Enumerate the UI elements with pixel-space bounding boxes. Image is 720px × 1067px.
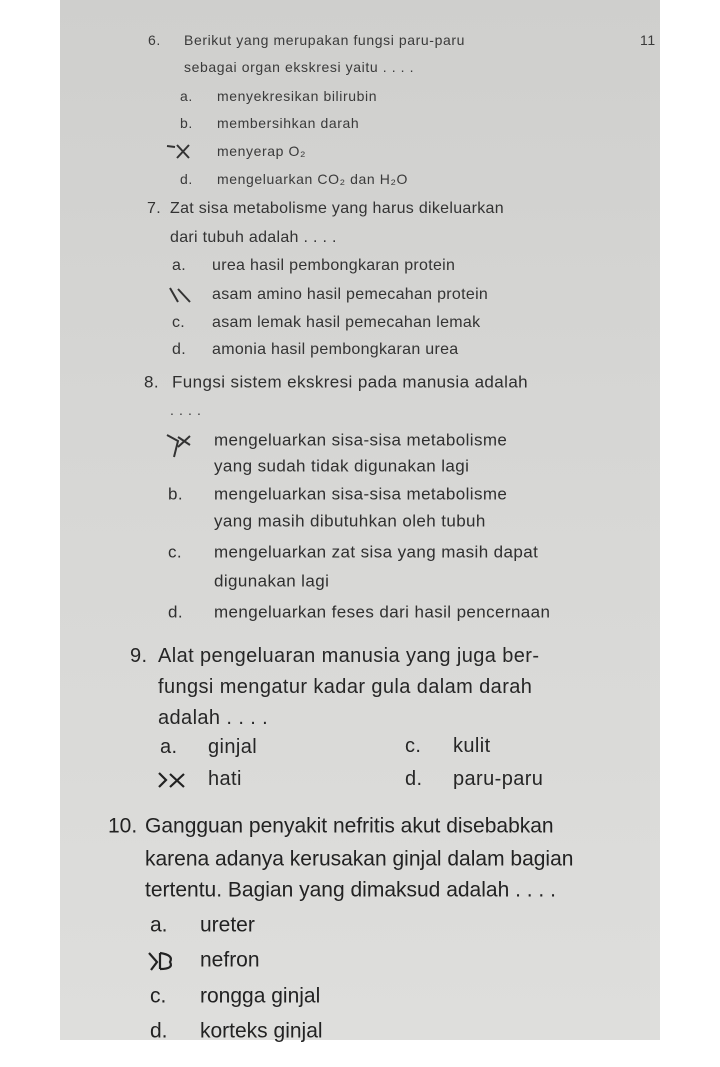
question-7-text: Zat sisa metabolisme yang harus dikeluarkan [170, 200, 504, 217]
option-text: asam lemak hasil pemecahan lemak [212, 314, 481, 331]
answer-mark-icon [166, 285, 196, 305]
option-text: mengeluarkan sisa-sisa metabolisme [214, 484, 508, 504]
option-text: paru-paru [453, 768, 544, 790]
option-text: menyekresikan bilirubin [217, 88, 378, 104]
option-text: mengeluarkan CO₂ dan H₂O [217, 171, 409, 187]
option-label: c. [168, 542, 183, 562]
option-text: amonia hasil pembongkaran urea [212, 341, 459, 358]
question-8-number: 8. [144, 372, 159, 392]
option-text: mengeluarkan zat sisa yang masih dapat [214, 542, 539, 562]
question-6-number: 6. [148, 32, 161, 48]
option-label: c. [150, 984, 167, 1008]
question-10-text: tertentu. Bagian yang dimaksud adalah . . . . [145, 878, 556, 902]
option-label: d. [405, 768, 423, 790]
option-text: ginjal [208, 736, 258, 758]
question-9-text: adalah . . . . [158, 707, 269, 729]
option-label: b. [168, 484, 183, 504]
option-label: d. [172, 341, 186, 358]
question-6-text: sebagai organ ekskresi yaitu . . . . [184, 59, 415, 75]
option-text: ureter [200, 913, 255, 937]
option-label: a. [150, 913, 168, 937]
option-text: rongga ginjal [200, 984, 321, 1008]
question-6-text: Berikut yang merupakan fungsi paru-paru [184, 32, 465, 48]
option-text: mengeluarkan feses dari hasil pencernaan [214, 602, 551, 622]
option-label: d. [168, 602, 183, 622]
option-text: korteks ginjal [200, 1019, 323, 1043]
option-text: yang masih dibutuhkan oleh tubuh [214, 511, 486, 531]
answer-mark-icon [156, 769, 190, 791]
answer-mark-icon [165, 142, 195, 160]
answer-mark-icon [164, 431, 198, 459]
option-label: d. [180, 171, 193, 187]
question-7-number: 7. [147, 200, 161, 217]
option-label: b. [180, 115, 193, 131]
option-label: d. [150, 1019, 168, 1043]
option-text: membersihkan darah [217, 115, 360, 131]
option-text: hati [208, 768, 242, 790]
page-number: 11 [640, 32, 656, 48]
question-7-text: dari tubuh adalah . . . . [170, 229, 337, 246]
option-text: asam amino hasil pemecahan protein [212, 286, 489, 303]
option-label: c. [405, 735, 422, 757]
option-label: a. [172, 257, 186, 274]
option-text: menyerap O₂ [217, 143, 307, 159]
question-9-text: fungsi mengatur kadar gula dalam darah [158, 676, 533, 698]
question-10-text: Gangguan penyakit nefritis akut disebabkan [145, 814, 554, 838]
question-10-text: karena adanya kerusakan ginjal dalam bagian [145, 847, 574, 871]
option-text: digunakan lagi [214, 571, 330, 591]
question-9-number: 9. [130, 645, 148, 667]
answer-mark-icon [146, 949, 182, 973]
question-10-number: 10. [108, 814, 138, 838]
option-text: urea hasil pembongkaran protein [212, 257, 456, 274]
option-text: kulit [453, 735, 491, 757]
option-text: yang sudah tidak digunakan lagi [214, 456, 470, 476]
option-text: mengeluarkan sisa-sisa metabolisme [214, 430, 508, 450]
option-text: nefron [200, 948, 260, 972]
option-label: c. [172, 314, 186, 331]
option-label: a. [160, 736, 178, 758]
option-label: a. [180, 88, 193, 104]
question-8-text: Fungsi sistem ekskresi pada manusia adalah [172, 372, 529, 392]
question-9-text: Alat pengeluaran manusia yang juga ber- [158, 645, 540, 667]
question-8-text: . . . . [170, 402, 202, 418]
